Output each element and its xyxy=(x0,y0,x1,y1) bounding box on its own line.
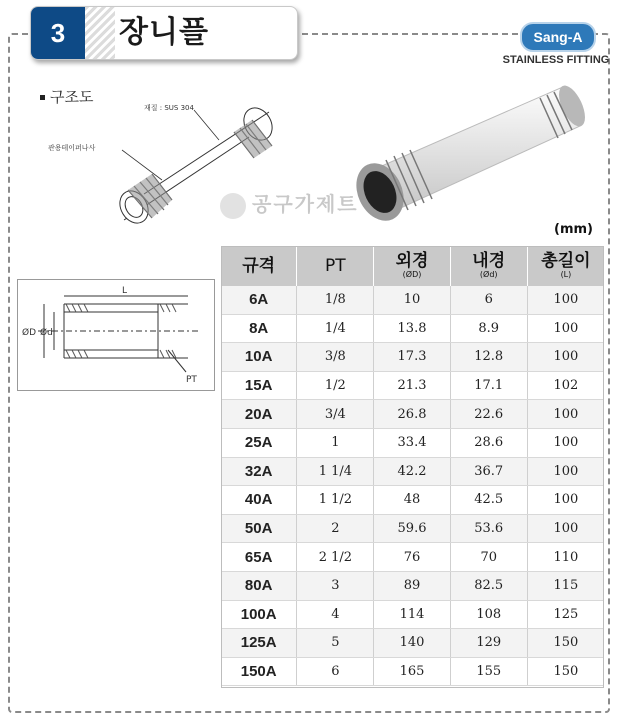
watermark-logo-icon xyxy=(220,193,246,219)
spec-table xyxy=(221,246,604,686)
table-row xyxy=(221,314,604,343)
cell-outer-diameter: 26.8 xyxy=(374,400,450,429)
section-title-box xyxy=(30,6,298,60)
column-header-outer-diameter: 외경 (ØD) xyxy=(374,246,450,286)
cell-total-length: 100 xyxy=(527,343,604,372)
cell-pt: 3/4 xyxy=(297,400,374,429)
inner-diameter-label: Ød xyxy=(40,328,53,338)
cell-pt: 1/4 xyxy=(297,314,374,343)
cell-outer-diameter: 114 xyxy=(374,600,450,629)
table-row xyxy=(221,343,604,372)
cell-inner-diameter: 108 xyxy=(450,600,527,629)
cell-pt: 1/8 xyxy=(297,286,374,314)
column-header-size: 규격 xyxy=(221,246,297,286)
cell-outer-diameter: 33.4 xyxy=(374,428,450,457)
cell-outer-diameter: 59.6 xyxy=(374,514,450,543)
cell-total-length: 100 xyxy=(527,457,604,486)
cell-inner-diameter: 42.5 xyxy=(450,486,527,515)
cell-pt: 5 xyxy=(297,629,374,658)
thread-label: 관용테이퍼나사 xyxy=(48,144,96,152)
cell-size: 65A xyxy=(221,543,297,572)
table-row xyxy=(221,486,604,515)
cell-total-length: 115 xyxy=(527,571,604,600)
cell-size: 6A xyxy=(221,286,297,314)
cell-outer-diameter: 42.2 xyxy=(374,457,450,486)
cell-size: 125A xyxy=(221,629,297,658)
table-row xyxy=(221,543,604,572)
cell-total-length: 110 xyxy=(527,543,604,572)
cell-total-length: 100 xyxy=(527,314,604,343)
product-photo xyxy=(340,64,590,234)
cell-total-length: 150 xyxy=(527,629,604,658)
cell-inner-diameter: 129 xyxy=(450,629,527,658)
column-header-pt: PT xyxy=(297,246,374,286)
cell-size: 20A xyxy=(221,400,297,429)
cross-section-drawing xyxy=(17,279,215,391)
cell-outer-diameter: 48 xyxy=(374,486,450,515)
material-label: 재질 : SUS 304 xyxy=(144,104,194,112)
brand-logo: Sang-A xyxy=(520,22,596,52)
table-row xyxy=(221,457,604,486)
cell-pt: 1 1/4 xyxy=(297,457,374,486)
cell-pt: 3/8 xyxy=(297,343,374,372)
table-row xyxy=(221,571,604,600)
cell-inner-diameter: 17.1 xyxy=(450,371,527,400)
table-body xyxy=(221,286,604,686)
brand-subtitle: STAINLESS FITTING xyxy=(502,54,610,66)
cell-outer-diameter: 140 xyxy=(374,629,450,658)
cell-inner-diameter: 22.6 xyxy=(450,400,527,429)
page-title: 장니플 xyxy=(119,15,209,50)
cell-outer-diameter: 165 xyxy=(374,657,450,686)
cell-outer-diameter: 17.3 xyxy=(374,343,450,372)
structure-label-text: 구조도 xyxy=(50,88,94,106)
column-header-inner-diameter: 내경 (Ød) xyxy=(450,246,527,286)
cell-pt: 6 xyxy=(297,657,374,686)
cell-size: 15A xyxy=(221,371,297,400)
table-row xyxy=(221,657,604,686)
cell-total-length: 100 xyxy=(527,486,604,515)
cell-total-length: 102 xyxy=(527,371,604,400)
cell-outer-diameter: 21.3 xyxy=(374,371,450,400)
table-header-row xyxy=(221,246,604,286)
cell-outer-diameter: 76 xyxy=(374,543,450,572)
cell-inner-diameter: 6 xyxy=(450,286,527,314)
cell-size: 80A xyxy=(221,571,297,600)
table-row xyxy=(221,286,604,314)
cell-inner-diameter: 155 xyxy=(450,657,527,686)
cell-size: 150A xyxy=(221,657,297,686)
cell-pt: 2 1/2 xyxy=(297,543,374,572)
table-row xyxy=(221,629,604,658)
cell-size: 10A xyxy=(221,343,297,372)
cell-size: 100A xyxy=(221,600,297,629)
column-header-total-length: 총길이 (L) xyxy=(527,246,604,286)
cell-total-length: 100 xyxy=(527,514,604,543)
cell-pt: 3 xyxy=(297,571,374,600)
watermark-text: 공구가제트 xyxy=(252,192,359,216)
watermark xyxy=(220,188,359,219)
cell-pt: 1/2 xyxy=(297,371,374,400)
cell-total-length: 100 xyxy=(527,428,604,457)
cell-pt: 1 xyxy=(297,428,374,457)
table-row xyxy=(221,371,604,400)
cell-size: 8A xyxy=(221,314,297,343)
cell-inner-diameter: 53.6 xyxy=(450,514,527,543)
cell-total-length: 100 xyxy=(527,400,604,429)
pt-label: PT xyxy=(186,375,197,385)
cell-total-length: 150 xyxy=(527,657,604,686)
table-row xyxy=(221,600,604,629)
cell-size: 25A xyxy=(221,428,297,457)
cell-size: 50A xyxy=(221,514,297,543)
cell-inner-diameter: 70 xyxy=(450,543,527,572)
cell-inner-diameter: 36.7 xyxy=(450,457,527,486)
unit-label: (mm) xyxy=(554,222,593,237)
length-label: L xyxy=(122,286,128,296)
cell-inner-diameter: 28.6 xyxy=(450,428,527,457)
cell-outer-diameter: 10 xyxy=(374,286,450,314)
cell-inner-diameter: 12.8 xyxy=(450,343,527,372)
cell-size: 32A xyxy=(221,457,297,486)
section-number: 3 xyxy=(31,7,85,59)
table-row xyxy=(221,428,604,457)
cell-pt: 1 1/2 xyxy=(297,486,374,515)
cell-total-length: 125 xyxy=(527,600,604,629)
cell-pt: 2 xyxy=(297,514,374,543)
cell-outer-diameter: 89 xyxy=(374,571,450,600)
cell-outer-diameter: 13.8 xyxy=(374,314,450,343)
cell-inner-diameter: 82.5 xyxy=(450,571,527,600)
cell-pt: 4 xyxy=(297,600,374,629)
table-row xyxy=(221,400,604,429)
outer-diameter-label: ØD xyxy=(22,328,37,338)
title-stripe-decoration xyxy=(85,7,115,59)
cell-inner-diameter: 8.9 xyxy=(450,314,527,343)
cell-size: 40A xyxy=(221,486,297,515)
table-row xyxy=(221,514,604,543)
cell-total-length: 100 xyxy=(527,286,604,314)
